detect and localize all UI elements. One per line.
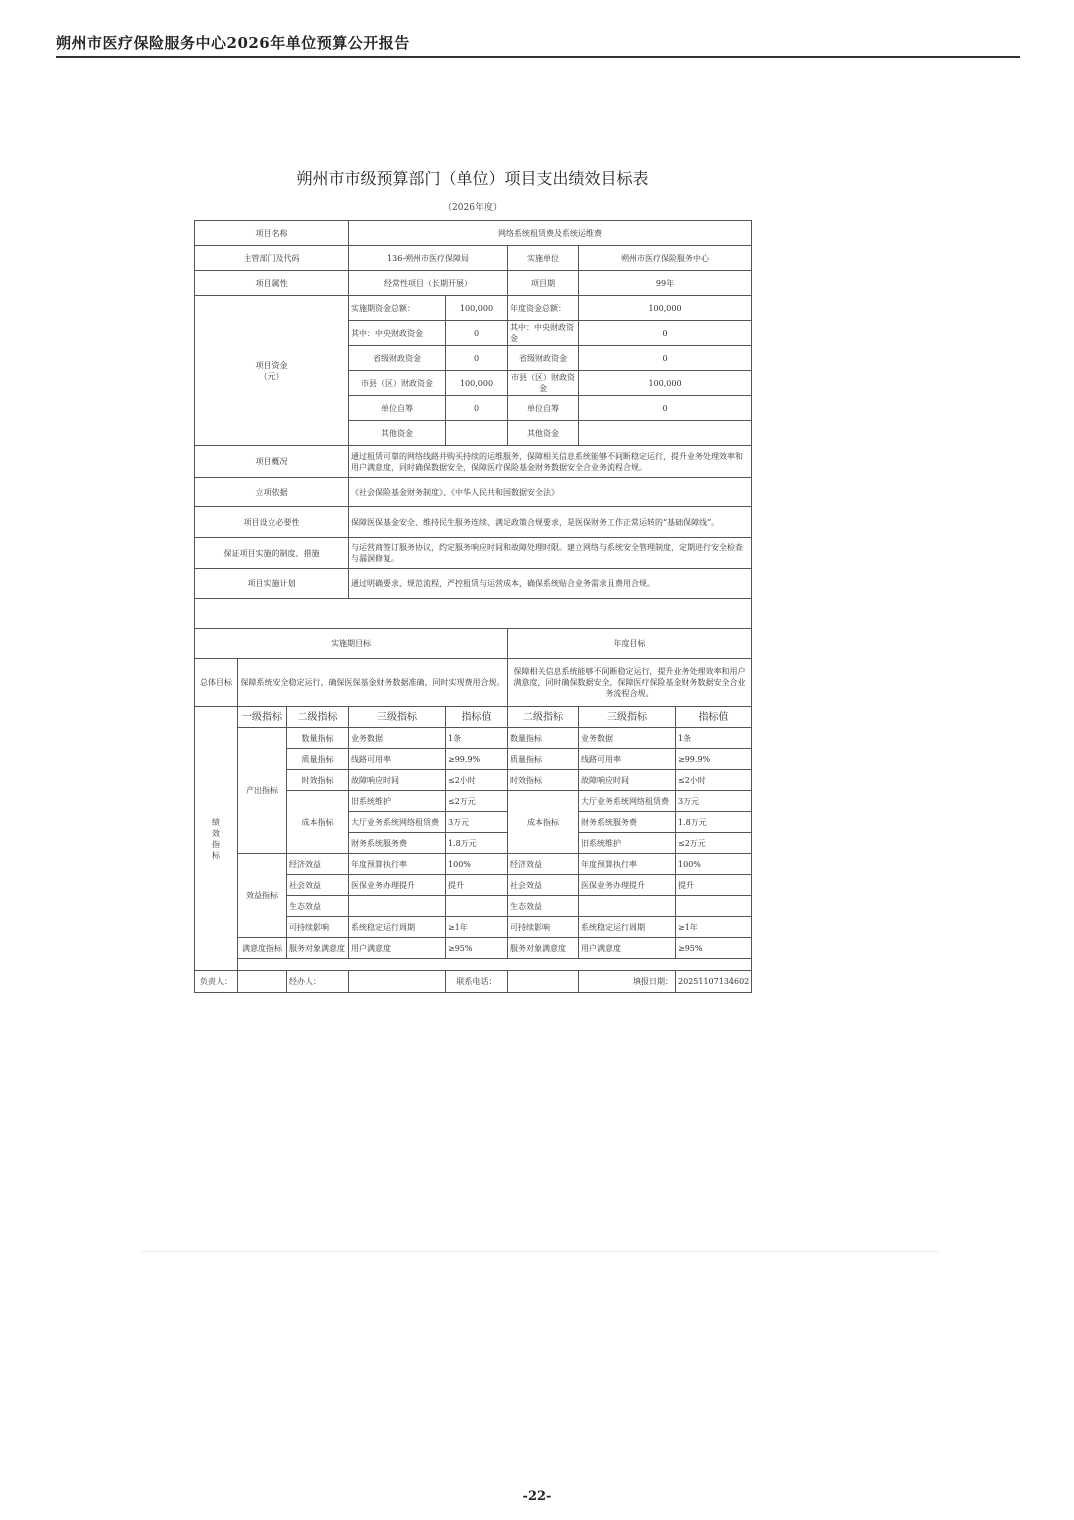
cost-indicator-label: 成本指标 xyxy=(287,791,349,854)
indicator-l2: 经济效益 xyxy=(287,854,349,875)
measures-value: 与运营商签订服务协议，约定服务响应时间和故障处理时限。建立网络与系统安全管理制度，定期进行安全检查与漏洞修复。 xyxy=(349,538,752,569)
indicator-l3: 系统稳定运行周期 xyxy=(579,917,676,938)
indicator-l2: 社会效益 xyxy=(287,875,349,896)
indicator-value xyxy=(446,896,508,917)
measures-label: 保证项目实施的制度、措施 xyxy=(195,538,349,569)
header-title: 朔州市医疗保险服务中心2026年单位预算公开报告 xyxy=(56,34,410,52)
plan-value: 通过明确要求、规范流程，严控租赁与运营成本，确保系统贴合业务需求且费用合规。 xyxy=(349,569,752,599)
fund-b-label: 市县（区）财政资金 xyxy=(508,371,579,396)
indicator-value: ≤2小时 xyxy=(446,770,508,791)
fund-b-label: 年度资金总额： xyxy=(508,296,579,321)
period-label: 项目期 xyxy=(508,271,579,296)
project-name-label: 项目名称 xyxy=(195,221,349,246)
fund-b-value: 100,000 xyxy=(579,296,752,321)
indicator-l3: 财务系统服务费 xyxy=(579,812,676,833)
indicator-l3: 医保业务办理提升 xyxy=(349,875,446,896)
indicator-l3: 线路可用率 xyxy=(579,749,676,770)
indicator-l3: 财务系统服务费 xyxy=(349,833,446,854)
indicator-l2: 质量指标 xyxy=(287,749,349,770)
indicator-l2: 数量指标 xyxy=(508,728,579,749)
fund-b-label: 其中：中央财政资金 xyxy=(508,321,579,346)
indicator-l3 xyxy=(349,896,446,917)
col-head: 指标值 xyxy=(676,707,752,728)
attr-label: 项目属性 xyxy=(195,271,349,296)
date-value: 20251107134602 xyxy=(676,971,752,993)
col-head: 指标值 xyxy=(446,707,508,728)
indicator-l3: 故障响应时间 xyxy=(579,770,676,791)
fund-a-value: 100,000 xyxy=(446,371,508,396)
overview-value: 通过租赁可靠的网络线路并购买持续的运维服务，保障相关信息系统能够不间断稳定运行，提升业务处理效率和用户满意度，同时确保数据安全，保障医疗保险基金财务数据安全合业务流程合规。 xyxy=(349,446,752,478)
fund-b-value xyxy=(579,421,752,446)
phone-value xyxy=(508,971,579,993)
indicator-l3: 旧系统维护 xyxy=(349,791,446,812)
period-value: 99年 xyxy=(579,271,752,296)
indicator-l2: 服务对象满意度 xyxy=(508,938,579,959)
basis-label: 立项依据 xyxy=(195,478,349,507)
indicator-value: 1.8万元 xyxy=(676,812,752,833)
fund-a-label: 单位自筹 xyxy=(349,396,446,421)
cost-indicator-label-right: 成本指标 xyxy=(508,791,579,854)
spacer-row xyxy=(238,959,752,971)
indicator-l3: 系统稳定运行周期 xyxy=(349,917,446,938)
page-header xyxy=(56,30,1020,58)
indicator-value: ≥99.9% xyxy=(676,749,752,770)
indicator-value: ≥1年 xyxy=(446,917,508,938)
indicator-l2: 生态效益 xyxy=(508,896,579,917)
fund-a-label: 省级财政资金 xyxy=(349,346,446,371)
dept-value: 136-朔州市医疗保障局 xyxy=(349,246,508,271)
indicator-l3: 业务数据 xyxy=(349,728,446,749)
indicator-value: ≥95% xyxy=(446,938,508,959)
form-title: 朔州市市级预算部门（单位）项目支出绩效目标表 xyxy=(296,169,649,188)
indicator-value: ≥99.9% xyxy=(446,749,508,770)
indicator-value: 提升 xyxy=(446,875,508,896)
indicator-value: ≥95% xyxy=(676,938,752,959)
fund-b-value: 100,000 xyxy=(579,371,752,396)
col-head: 二级指标 xyxy=(287,707,349,728)
handler-label: 经办人： xyxy=(287,971,349,993)
indicator-value: 提升 xyxy=(676,875,752,896)
page-number: -22- xyxy=(522,1489,552,1504)
owner-value xyxy=(238,971,287,993)
necessity-value: 保障医保基金安全、维持民生服务连续、满足政策合规要求，是医保财务工作正常运转的“基础保障线”。 xyxy=(349,507,752,538)
overall-goal-impl: 保障系统安全稳定运行，确保医保基金财务数据准确，同时实现费用合规。 xyxy=(238,659,508,707)
output-indicator-label: 产出指标 xyxy=(238,728,287,854)
fund-a-value: 0 xyxy=(446,346,508,371)
dept-label: 主管部门及代码 xyxy=(195,246,349,271)
fund-a-label: 其中：中央财政资金 xyxy=(349,321,446,346)
indicator-l3: 用户满意度 xyxy=(579,938,676,959)
fund-b-label: 省级财政资金 xyxy=(508,346,579,371)
owner-label: 负责人： xyxy=(195,971,238,993)
impl-goal-label: 实施期目标 xyxy=(195,629,508,659)
impl-unit-value: 朔州市医疗保险服务中心 xyxy=(579,246,752,271)
necessity-label: 项目设立必要性 xyxy=(195,507,349,538)
satisfaction-indicator-label: 满意度指标 xyxy=(238,938,287,959)
fund-a-value: 0 xyxy=(446,321,508,346)
plan-label: 项目实施计划 xyxy=(195,569,349,599)
fund-a-value xyxy=(446,421,508,446)
indicator-l2: 生态效益 xyxy=(287,896,349,917)
annual-goal-label: 年度目标 xyxy=(508,629,752,659)
fund-b-label: 单位自筹 xyxy=(508,396,579,421)
fund-b-label: 其他资金 xyxy=(508,421,579,446)
indicator-value: 1条 xyxy=(676,728,752,749)
indicator-l3: 年度预算执行率 xyxy=(349,854,446,875)
handler-value xyxy=(349,971,446,993)
fund-b-value: 0 xyxy=(579,346,752,371)
indicator-l3: 旧系统维护 xyxy=(579,833,676,854)
indicator-value: 1.8万元 xyxy=(446,833,508,854)
indicator-value: 3万元 xyxy=(676,791,752,812)
indicator-l3: 业务数据 xyxy=(579,728,676,749)
indicator-value: 3万元 xyxy=(446,812,508,833)
fund-a-value: 100,000 xyxy=(446,296,508,321)
indicator-l2: 可持续影响 xyxy=(508,917,579,938)
project-name-value: 网络系统租赁费及系统运维费 xyxy=(349,221,752,246)
indicator-l3: 线路可用率 xyxy=(349,749,446,770)
col-head: 二级指标 xyxy=(508,707,579,728)
basis-value: 《社会保险基金财务制度》、《中华人民共和国数据安全法》 xyxy=(349,478,752,507)
attr-value: 经常性项目（长期开展） xyxy=(349,271,508,296)
indicator-l2: 质量指标 xyxy=(508,749,579,770)
indicator-l3: 故障响应时间 xyxy=(349,770,446,791)
indicator-l3: 大厅业务系统网络租赁费 xyxy=(349,812,446,833)
fund-b-value: 0 xyxy=(579,396,752,421)
fund-a-label: 市县（区）财政资金 xyxy=(349,371,446,396)
overall-goal-annual: 保障相关信息系统能够不间断稳定运行，提升业务处理效率和用户满意度，同时确保数据安全，保障医疗保险基金财务数据安全合业务流程合规。 xyxy=(508,659,752,707)
funds-label: 项目资金 （元） xyxy=(195,296,349,446)
impl-unit-label: 实施单位 xyxy=(508,246,579,271)
indicator-l3 xyxy=(579,896,676,917)
indicator-l2: 服务对象满意度 xyxy=(287,938,349,959)
indicator-l2: 数量指标 xyxy=(287,728,349,749)
indicator-l3: 医保业务办理提升 xyxy=(579,875,676,896)
fund-a-value: 0 xyxy=(446,396,508,421)
phone-label: 联系电话： xyxy=(446,971,508,993)
col-head: 三级指标 xyxy=(349,707,446,728)
indicator-value: ≤2小时 xyxy=(676,770,752,791)
indicator-l2: 经济效益 xyxy=(508,854,579,875)
indicator-l3: 年度预算执行率 xyxy=(579,854,676,875)
indicator-l3: 大厅业务系统网络租赁费 xyxy=(579,791,676,812)
date-label: 填报日期： xyxy=(579,971,676,993)
indicator-l2: 社会效益 xyxy=(508,875,579,896)
col-head: 三级指标 xyxy=(579,707,676,728)
blank-row xyxy=(195,599,752,629)
col-head: 一级指标 xyxy=(238,707,287,728)
indicator-value: 1条 xyxy=(446,728,508,749)
scan-artifact-line xyxy=(140,1251,940,1252)
overview-label: 项目概况 xyxy=(195,446,349,478)
fund-b-value: 0 xyxy=(579,321,752,346)
indicator-value: 100% xyxy=(676,854,752,875)
perf-indicator-label: 绩 效 指 标 xyxy=(195,707,238,971)
indicator-l2: 时效指标 xyxy=(287,770,349,791)
indicator-l2: 时效指标 xyxy=(508,770,579,791)
indicator-value xyxy=(676,896,752,917)
indicator-value: ≤2万元 xyxy=(446,791,508,812)
indicator-l2: 可持续影响 xyxy=(287,917,349,938)
form-year: （2026年度） xyxy=(443,203,502,213)
fund-a-label: 其他资金 xyxy=(349,421,446,446)
indicator-value: ≥1年 xyxy=(676,917,752,938)
overall-goal-label: 总体目标 xyxy=(195,659,238,707)
indicator-value: 100% xyxy=(446,854,508,875)
indicator-l3: 用户满意度 xyxy=(349,938,446,959)
indicator-value: ≤2万元 xyxy=(676,833,752,854)
fund-a-label: 实施期资金总额： xyxy=(349,296,446,321)
performance-target-table xyxy=(194,220,752,993)
benefit-indicator-label: 效益指标 xyxy=(238,854,287,938)
